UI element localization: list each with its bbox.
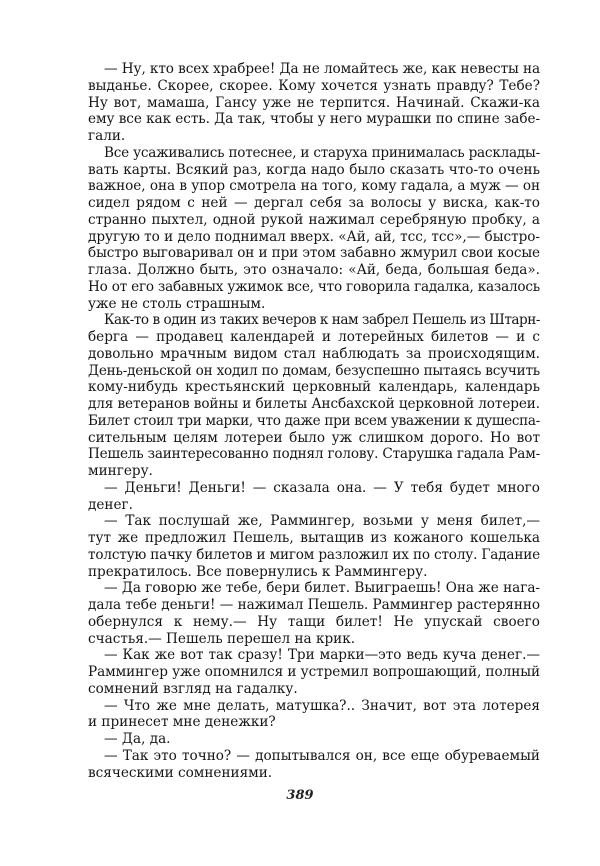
text-line: другую то и дело поднимал вверх. «Ай, ай, тсс, тсс»,— быстро- xyxy=(88,228,540,245)
text-line: — Ну, кто всех храбрее! Да не ломайтесь же, как невесты на xyxy=(104,61,540,77)
text-line: мингеру. xyxy=(88,463,153,479)
paragraph xyxy=(88,61,540,145)
paragraph xyxy=(88,647,540,697)
paragraph xyxy=(88,312,540,480)
text-line: День-деньской он ходил по домам, безуспешно пытаясь всучить xyxy=(88,362,540,379)
text-line: важное, она в упор смотрела на того, кому гадала, а муж — он xyxy=(88,178,540,195)
text-line: уже не столь страшным. xyxy=(88,295,266,312)
text-line: обернулся к нему.— Ну тащи билет! Не упускай своего xyxy=(88,613,540,630)
text-line: счастья.— Пешель перешел на крик. xyxy=(88,630,356,647)
text-line: вать карты. Всякий раз, когда надо было сказать что-то очень xyxy=(88,161,540,178)
text-line: ему все как есть. Да так, чтобы у него мурашки по спине забе- xyxy=(88,111,540,128)
text-line: Раммингер уже опомнился и устремил вопрошающий, полный xyxy=(88,664,540,680)
text-line: — Так это точно? — допытывался он, все еще обуреваемый xyxy=(104,747,540,764)
text-line: Ну вот, мамаша, Гансу уже не терпится. Начинай. Скажи-ка xyxy=(88,94,540,111)
text-line: и принесет мне денежки? xyxy=(88,714,276,731)
paragraph xyxy=(88,748,540,782)
text-line: Как-то в один из таких вечеров к нам забрел Пешель из Штарн- xyxy=(104,312,540,329)
text-line: тут же предложил Пешель, вытащив из кожаного кошелька xyxy=(88,530,540,546)
text-line: для ветеранов войны и билеты Ансбахской церковной лотереи. xyxy=(88,396,540,412)
text-line: прекратилось. Все повернулись к Раммингеру. xyxy=(88,563,428,580)
text-line: довольно мрачным видом стал наблюдать за происходящим. xyxy=(88,345,540,362)
text-line: Пешель заинтересованно поднял голову. Старушка гадала Рам- xyxy=(88,446,540,463)
text-line: сидел рядом с ней — дергал себя за волосы у виска, как-то xyxy=(88,195,540,211)
text-line: Билет стоил три марки, что даже при всем уважении к душеспа- xyxy=(88,412,540,429)
paragraph xyxy=(88,731,540,748)
text-line: выданье. Скорее, скорее. Кому хочется узнать правду? Тебе? xyxy=(88,77,540,94)
text-line: дала тебе деньги! — нажимал Пешель. Раммингер растерянно xyxy=(88,597,540,613)
text-line: денег. xyxy=(88,496,133,513)
text-line: — Да, да. xyxy=(104,731,171,747)
page-number: 389 xyxy=(286,788,314,803)
text-line: Все усаживались потеснее, и старуха принималась расклады- xyxy=(104,144,540,161)
text-line: — Деньги! Деньги! — сказала она. — У тебя будет много xyxy=(104,479,540,496)
text-line: — Так послушай же, Раммингер, возьми у меня билет,— xyxy=(104,513,540,530)
paragraph xyxy=(88,145,540,313)
text-line: — Как же вот так сразу! Три марки—это ведь куча денег.— xyxy=(104,647,540,664)
text-line: Но от его забавных ужимок все, что говорила гадалка, казалось xyxy=(88,278,540,295)
text-line: кому-нибудь крестьянский церковный календарь, календарь xyxy=(88,379,540,396)
paragraph xyxy=(88,480,540,514)
text-line: быстро выговаривал он и при этом забавно жмурил свои косые xyxy=(88,245,540,262)
paragraph xyxy=(88,513,540,580)
text-line: сительным целям лотереи было уж слишком дорого. Но вот xyxy=(88,429,540,446)
body-text xyxy=(88,61,540,781)
text-line: всяческими сомнениями. xyxy=(88,764,273,781)
text-line: — Да говорю же тебе, бери билет. Выиграешь! Она же нага- xyxy=(104,580,540,597)
text-line: сомнений взгляд на гадалку. xyxy=(88,680,298,697)
text-line: — Что же мне делать, матушка?.. Значит, вот эта лотерея xyxy=(104,697,540,714)
text-line: глаза. Должно быть, это означало: «Ай, беда, большая беда». xyxy=(88,262,540,278)
paragraph xyxy=(88,698,540,732)
text-line: толстую пачку билетов и мигом разложил их по столу. Гадание xyxy=(88,546,540,563)
text-line: странно пыхтел, одной рукой нажимал серебряную пробку, а xyxy=(88,211,540,228)
text-line: берга — продавец календарей и лотерейных билетов — и с xyxy=(88,329,540,345)
paragraph xyxy=(88,580,540,647)
text-line: гали. xyxy=(88,128,126,144)
